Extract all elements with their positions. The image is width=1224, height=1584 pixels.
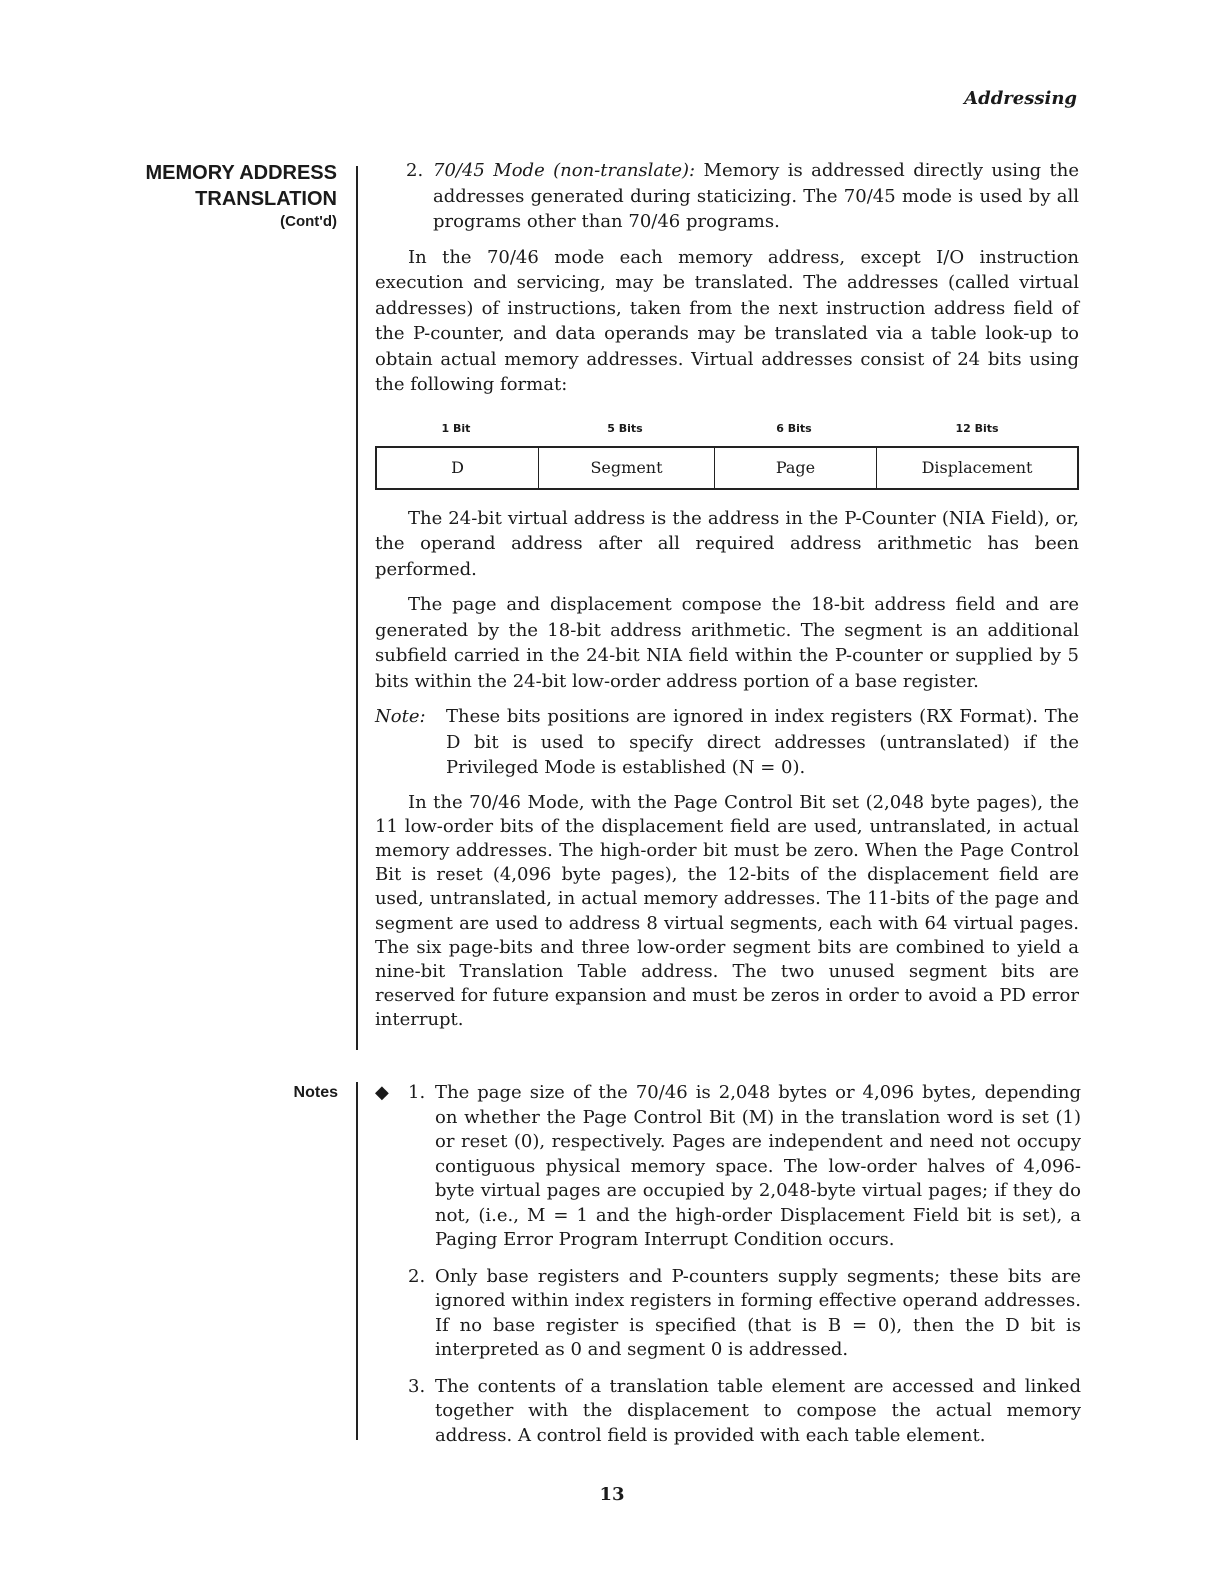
note-item-number: 1. — [408, 1082, 426, 1103]
section-heading-line2: TRANSLATION — [195, 188, 337, 210]
note-block — [375, 704, 1079, 781]
section-heading-line1: MEMORY ADDRESS — [145, 162, 337, 184]
format-header-segment: 5 Bits — [607, 421, 643, 435]
note-item-number: 3. — [408, 1375, 426, 1397]
running-header: Addressing — [964, 88, 1077, 109]
paragraph-page-displacement: The page and displacement compose the 18-bit address field and are generated by the 18-bit address arithmetic. The segment is an additional subfield carried in the 24-bit NIA field within the P-counter or supplied by 5 bits within the 24-bit low-order address portion of a base register. — [375, 594, 1079, 692]
mode-item-title: 70/45 Mode (non-translate): — [433, 160, 696, 181]
note-text: These bits positions are ignored in index registers (RX Format). The D bit is used to specify direct addresses (untranslated) if the Privileged Mode is established (N = 0). — [446, 706, 1079, 778]
section-heading-continued: (Cont'd) — [280, 213, 337, 230]
note-label: Note: — [375, 706, 426, 727]
address-format-diagram — [375, 412, 1079, 490]
notes-label: Notes — [293, 1084, 338, 1101]
note-item-2 — [375, 1265, 1081, 1363]
mode-item-number: 2. — [406, 160, 424, 181]
note-item-3 — [375, 1375, 1081, 1449]
mode-item — [375, 158, 1079, 235]
format-field-displacement: Displacement — [921, 457, 1033, 477]
note-item-text: The page size of the 70/46 is 2,048 bytes or 4,096 bytes, depending on whether the Page Control Bit (M) in the translation word is set (1) or reset (0), respectively. Pages are independent and need not occupy contiguous physical memory space. The low-order halves of 4,096-byte virtual pages are occupied by 2,048-byte virtual pages; if they do not, (i.e., M = 1 and the high-order Displacement Field bit is set), a Paging Error Program Interrupt Condition occurs. — [435, 1082, 1081, 1250]
paragraph-virtual-addresses: In the 70/46 mode each memory address, except I/O instruction execution and servicing, may be translated. The addresses (called virtual addresses) of instructions, taken from the next instruction address field of the P-counter, and data operands may be translated via a table look-up to obtain actual memory addresses. Virtual addresses consist of 24 bits using the following format: — [375, 246, 1079, 395]
paragraph-24bit-address: The 24-bit virtual address is the address in the P-Counter (NIA Field), or, the operand address after all required address arithmetic has been performed. — [375, 507, 1079, 580]
format-field-row — [375, 446, 1079, 490]
note-item-1 — [375, 1081, 1081, 1253]
format-header-page: 6 Bits — [776, 421, 812, 435]
format-field-page: Page — [715, 448, 877, 488]
format-field-d: D — [377, 448, 539, 488]
format-field-segment: Segment — [539, 448, 715, 488]
format-bit-headers — [375, 412, 1079, 446]
paragraph-page-control-bit: In the 70/46 Mode, with the Page Control Bit set (2,048 byte pages), the 11 low-order bits of the displacement field are used, untranslated, in actual memory addresses. The high-order bit must be zero. When the Page Control Bit is reset (4,096 byte pages), the 12-bits of the displacement field are used, untranslated, in actual memory addresses. The 11-bits of the page and segment are used to address 8 virtual segments, each with 64 virtual pages. The six page-bits and three low-order segment bits are combined to yield a nine-bit Translation Table address. The two unused segment bits are reserved for future expansion and must be zeros in order to avoid a PD error interrupt. — [375, 791, 1079, 1031]
page-number: 13 — [599, 1484, 625, 1505]
section-heading — [120, 160, 337, 232]
notes-list — [375, 1081, 1081, 1460]
note-item-text: Only base registers and P-counters supply segments; these bits are ignored within index registers in forming effective operand addresses. If no base register is specified (that is B = 0), then the D bit is interpreted as 0 and segment 0 is addressed. — [435, 1265, 1081, 1360]
note-item-text: The contents of a translation table element are accessed and linked together with the displacement to compose the actual memory address. A control field is provided with each table element. — [435, 1375, 1081, 1446]
format-header-d: 1 Bit — [441, 421, 471, 435]
main-content — [375, 158, 1079, 1043]
diamond-marker-icon: ◆ — [375, 1082, 389, 1103]
note-item-number: 2. — [408, 1265, 426, 1287]
margin-rule-top — [356, 166, 358, 1050]
mode-item-text: Memory is addressed directly using the addresses generated during staticizing. The 70/45 mode is used by all programs other than 70/46 programs. — [433, 160, 1079, 232]
margin-rule-notes — [356, 1082, 358, 1440]
format-header-displacement: 12 Bits — [955, 421, 999, 435]
